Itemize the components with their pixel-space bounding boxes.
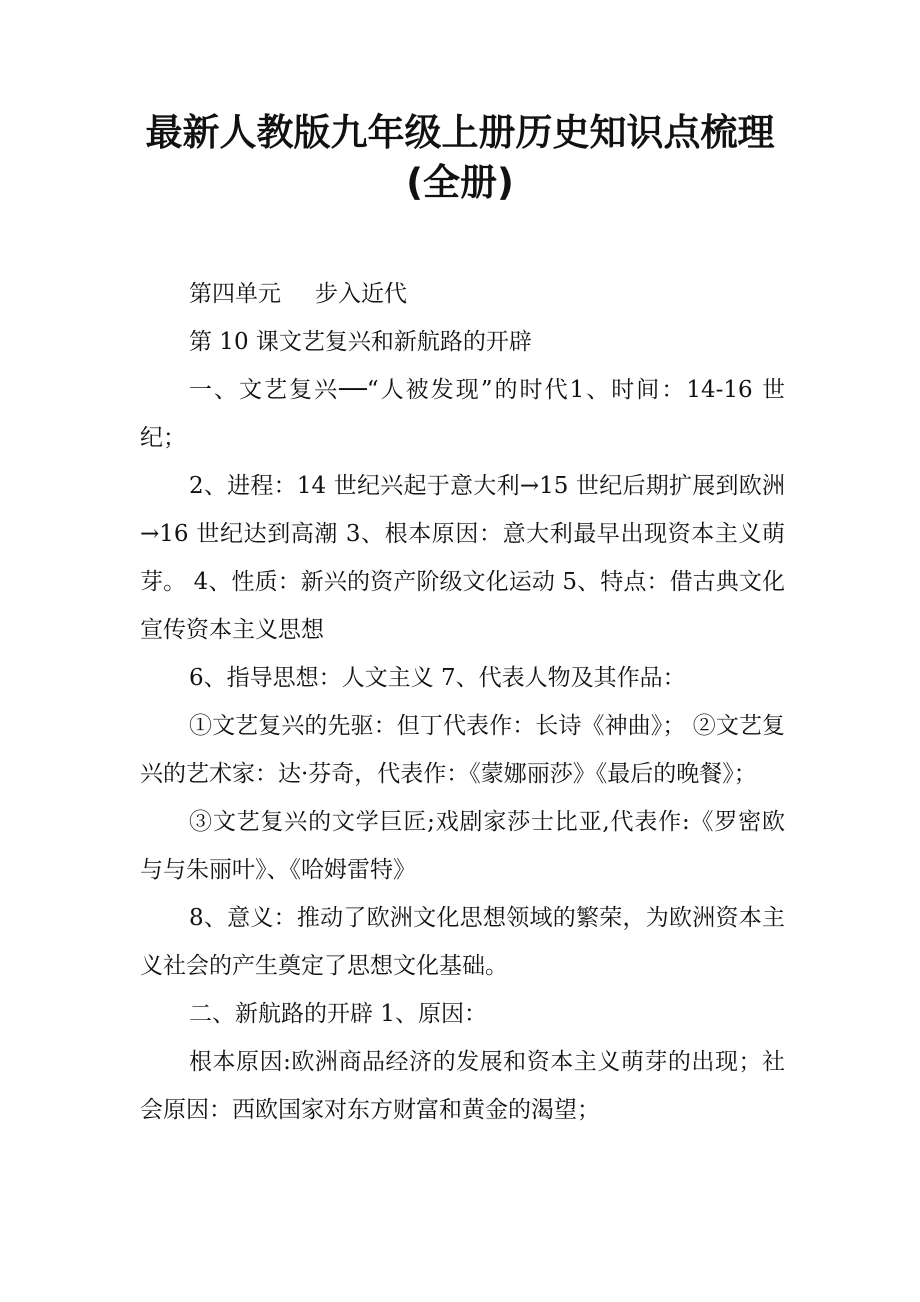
lesson-heading: 第 10 课文艺复兴和新航路的开辟 [189,329,532,355]
document-body [140,270,785,1134]
unit-heading [140,270,785,318]
paragraph-new-routes-causes: 根本原因:欧洲商品经济的发展和资本主义萌芽的出现；社会原因：西欧国家对东方财富和黄金的渴望； [140,1049,785,1123]
paragraph-shakespeare: ③文艺复兴的文学巨匠;戏剧家莎士比亚,代表作:《罗密欧与与朱丽叶》、《哈姆雷特》 [140,809,785,883]
document-title: 最新人教版九年级上册历史知识点梳理(全册) [145,111,775,204]
paragraph-renaissance-representatives: ①文艺复兴的先驱：但丁代表作：长诗《神曲》； ②文艺复兴的艺术家：达·芬奇，代表作：《蒙娜丽莎》《最后的晚餐》； [140,713,785,787]
unit-name: 步入近代 [315,281,407,307]
paragraph-new-routes: 二、新航路的开辟 1、原因： [189,1001,487,1027]
paragraph-renaissance-thought: 6、指导思想：人文主义 7、代表人物及其作品： [189,665,686,691]
paragraph-renaissance-process: 2、进程：14 世纪兴起于意大利→15 世纪后期扩展到欧洲→16 世纪达到高潮 3、根本原因：意大利最早出现资本主义萌芽。 4、性质：新兴的资产阶级文化运动 5、特点：借古典文化宣传资本主义思想 [140,473,785,643]
paragraph-renaissance-time: 一、文艺复兴──“人被发现”的时代1、时间：14-16 世纪； [140,377,785,451]
unit-label: 第四单元 [189,281,281,307]
paragraph-renaissance-significance: 8、意义：推动了欧洲文化思想领域的繁荣，为欧洲资本主义社会的产生奠定了思想文化基础。 [140,905,785,979]
